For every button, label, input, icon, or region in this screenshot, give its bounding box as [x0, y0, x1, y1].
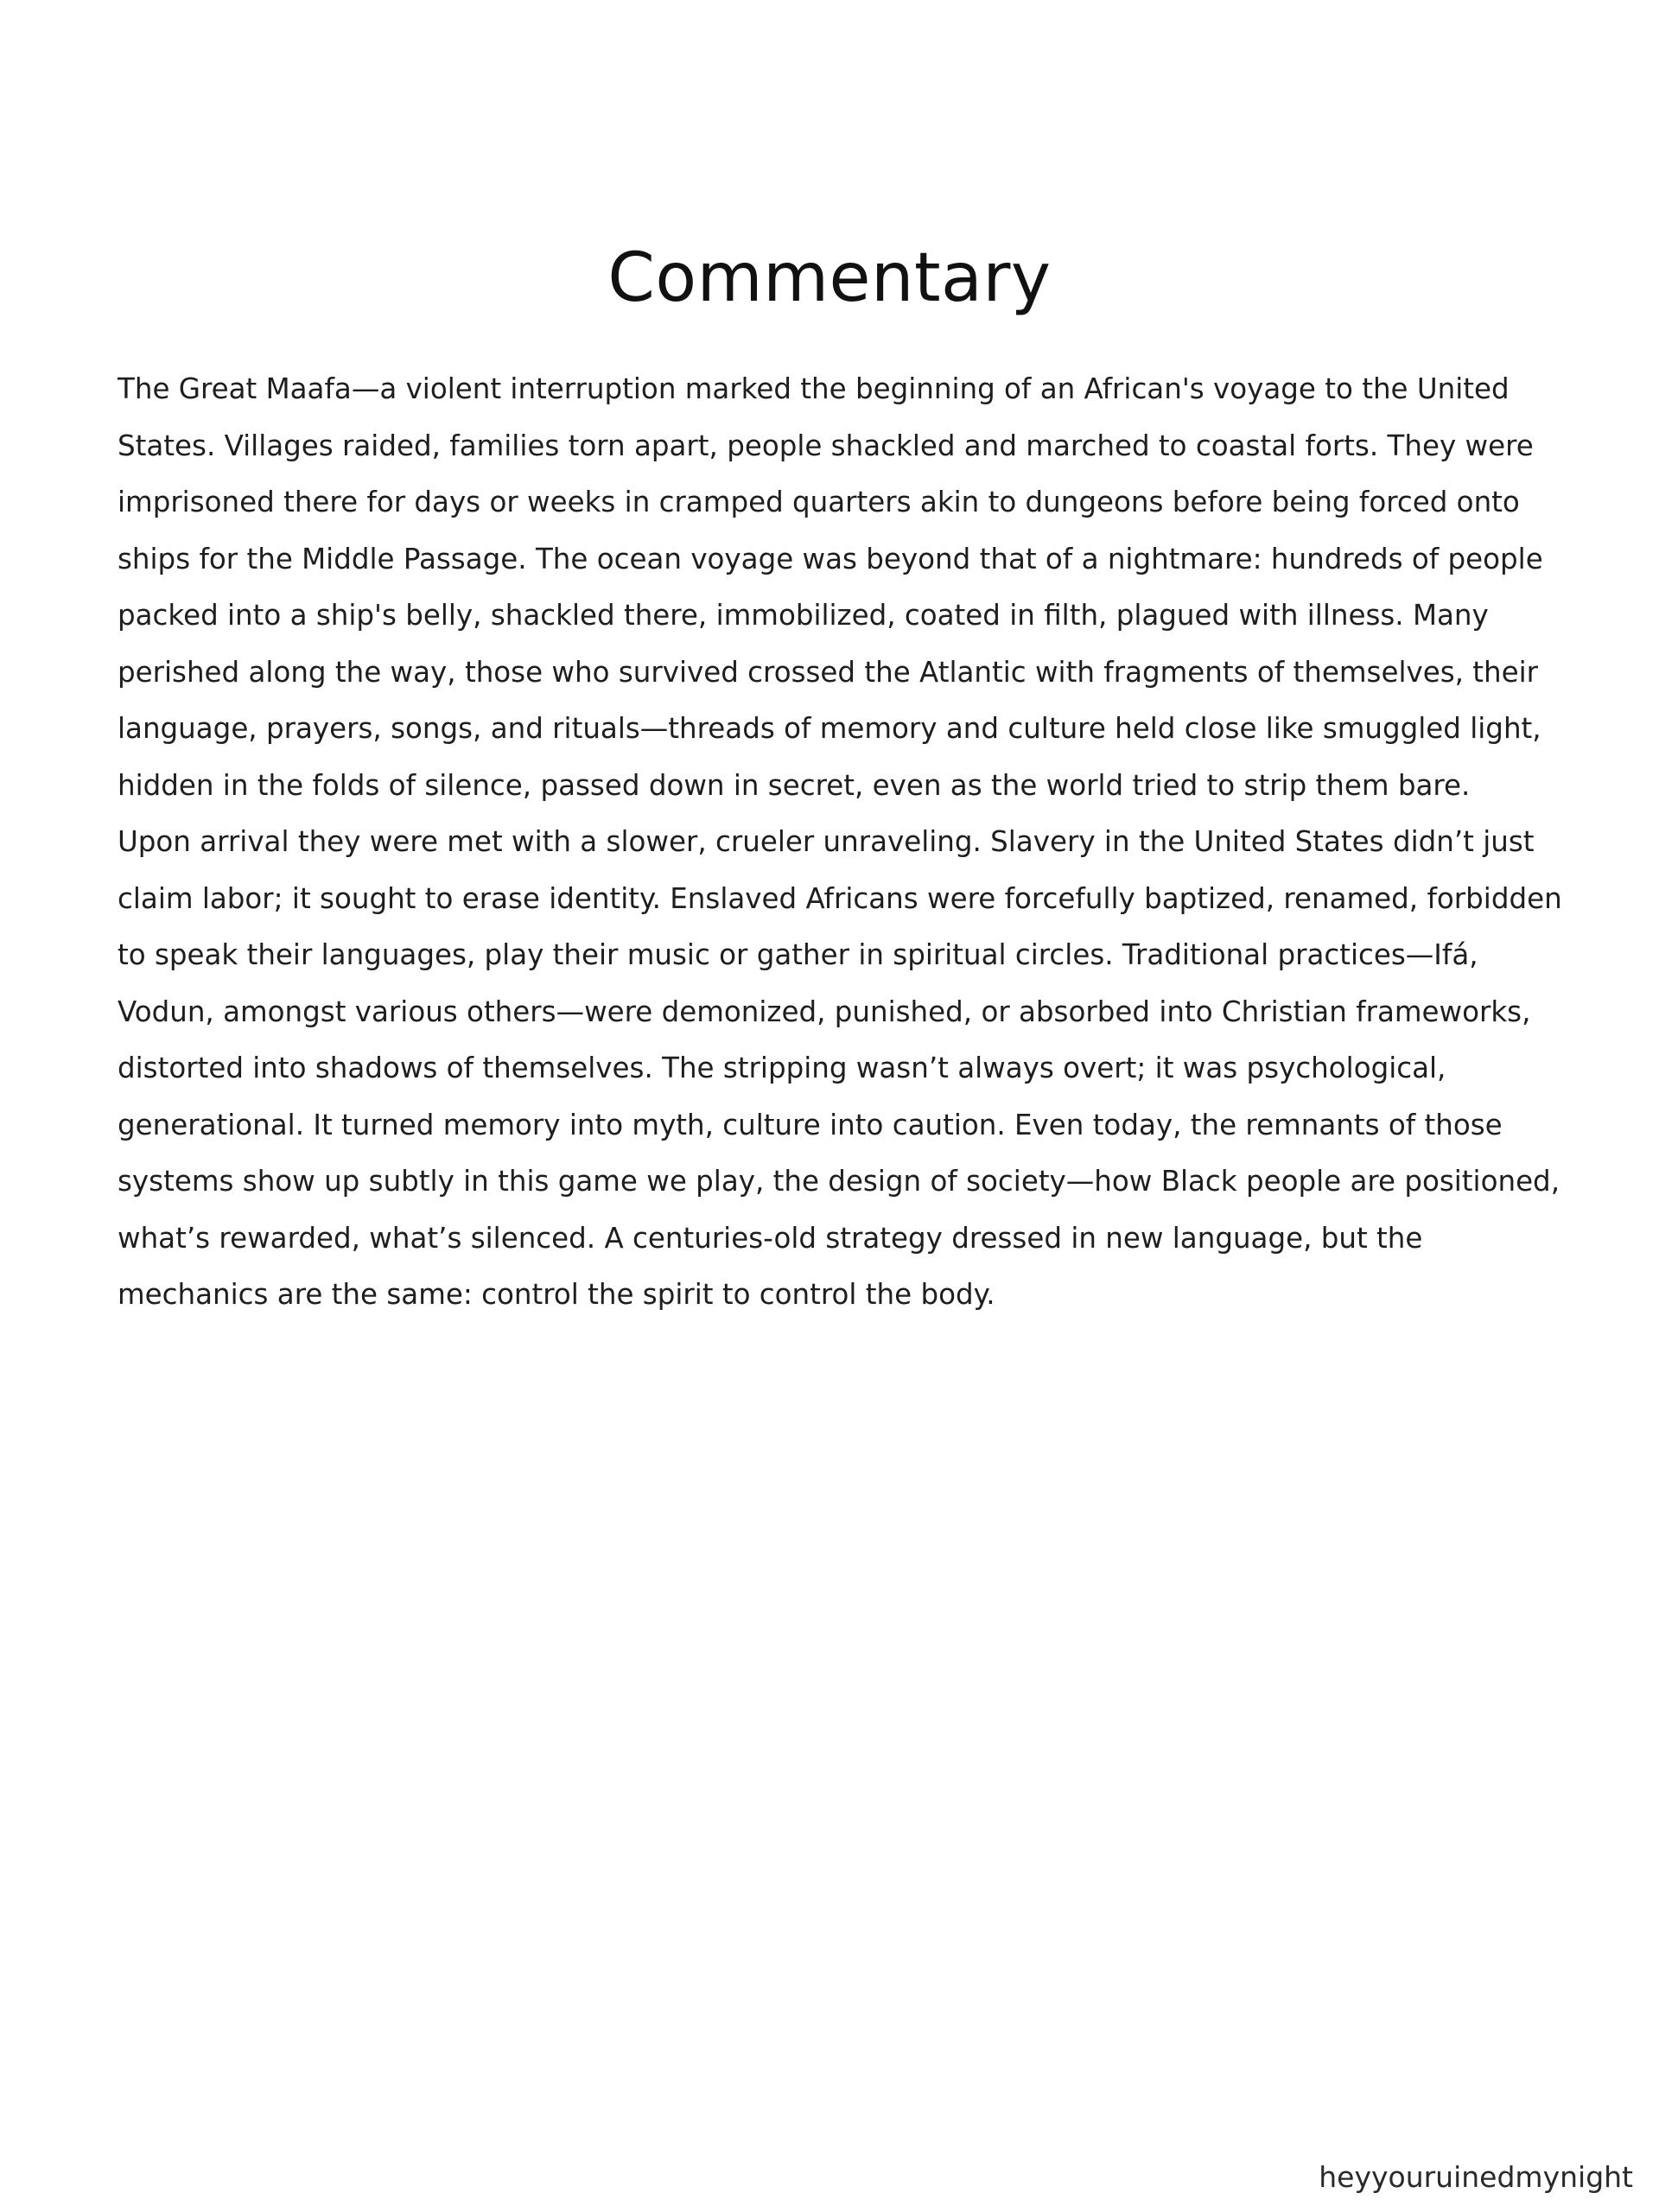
watermark: heyyouruinedmynight [1319, 2160, 1633, 2194]
body-line: packed into a ship's belly, shackled there, immobilized, coated in filth, plagued with illness. Many [118, 599, 1489, 632]
body-line: perished along the way, those who survived crossed the Atlantic with fragments of themselves, their [118, 655, 1539, 689]
commentary-body [118, 361, 1569, 1324]
body-line: imprisoned there for days or weeks in cramped quarters akin to dungeons before being forced onto [118, 486, 1520, 518]
body-line: distorted into shadows of themselves. The stripping wasn’t always overt; it was psychological, [118, 1052, 1446, 1084]
body-line: systems show up subtly in this game we play, the design of society—how Black people are positioned, [118, 1165, 1560, 1198]
body-line: ships for the Middle Passage. The ocean voyage was beyond that of a nightmare: hundreds of people [118, 542, 1543, 575]
body-line: claim labor; it sought to erase identity. Enslaved Africans were forcefully baptized, renamed, forbidden [118, 881, 1562, 915]
body-line: to speak their languages, play their music or gather in spiritual circles. Traditional practices—Ifá, [118, 938, 1478, 971]
body-line: generational. It turned memory into myth, culture into caution. Even today, the remnants of those [118, 1108, 1503, 1141]
body-line: States. Villages raided, families torn apart, people shackled and marched to coastal forts. They were [118, 429, 1534, 462]
body-line: language, prayers, songs, and rituals—threads of memory and culture held close like smuggled light, [118, 712, 1541, 745]
body-line: what’s rewarded, what’s silenced. A centuries-old strategy dressed in new language, but the [118, 1221, 1423, 1255]
body-line: The Great Maafa—a violent interruption marked the beginning of an African's voyage to the United [118, 372, 1510, 405]
body-line: hidden in the folds of silence, passed down in secret, even as the world tried to strip them bare. [118, 768, 1471, 802]
body-line: mechanics are the same: control the spirit to control the body. [118, 1278, 995, 1311]
page-title: Commentary [607, 239, 1052, 318]
body-line: Upon arrival they were met with a slower, crueler unraveling. Slavery in the United States didn’t just [118, 825, 1535, 858]
body-line: Vodun, amongst various others—were demonized, punished, or absorbed into Christian frameworks, [118, 995, 1531, 1028]
